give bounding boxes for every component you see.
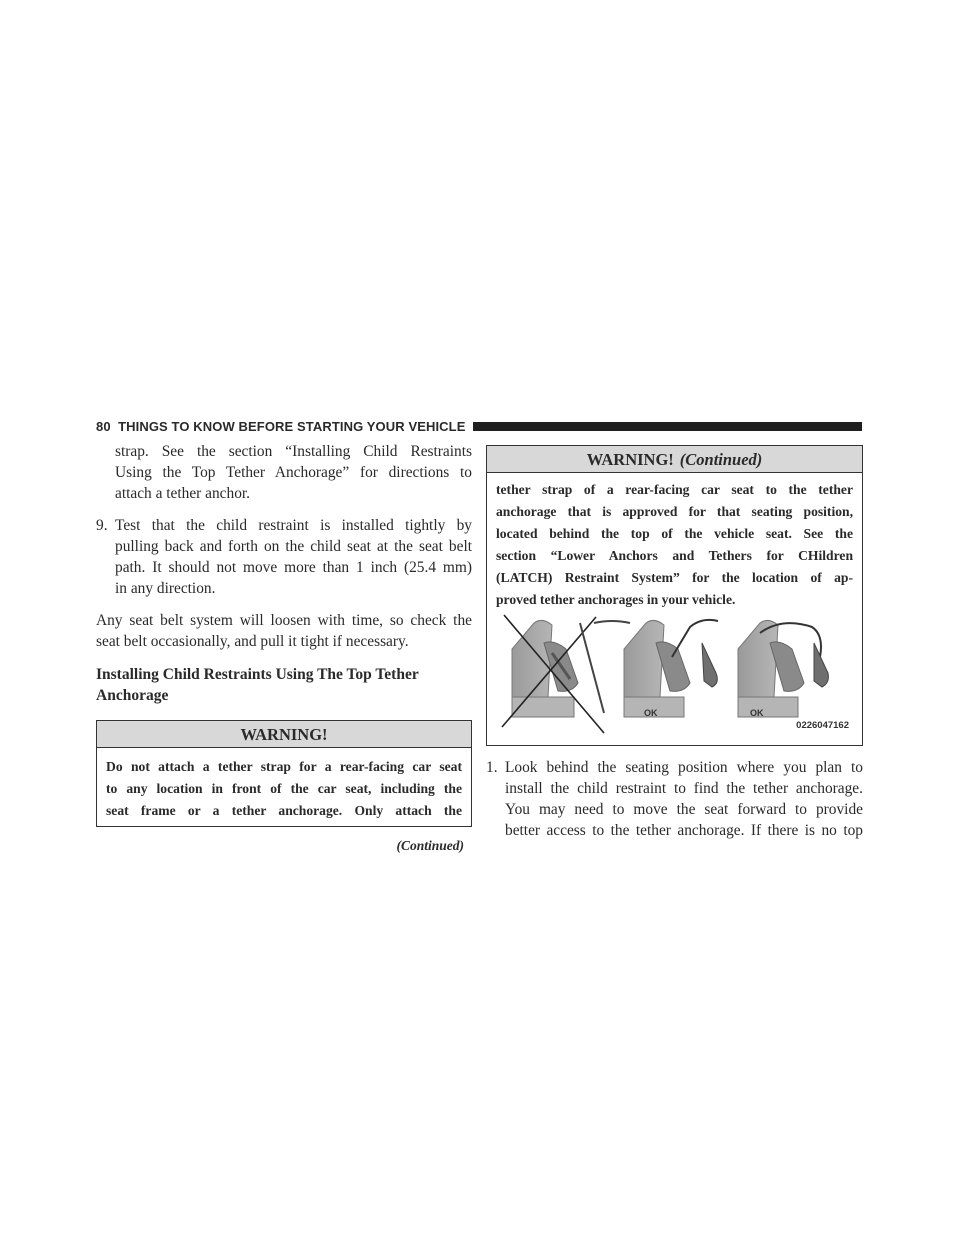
text-line: section “Lower Anchors and Tethers for CHildren	[496, 548, 853, 563]
continued-label: (Continued)	[396, 838, 464, 853]
body-paragraph	[96, 610, 472, 652]
page-number: 80	[96, 418, 111, 434]
text-line: anchorage that is approved for that seating position,	[496, 504, 853, 519]
warning-title: WARNING!	[97, 721, 471, 748]
text-line: path. It should not move more than 1 inch (25.4 mm)	[115, 559, 472, 576]
warning-body	[97, 748, 471, 826]
text-line: Do not attach a tether strap for a rear-facing car seat	[106, 759, 462, 774]
ok-label: OK	[644, 708, 658, 718]
warning-title	[487, 446, 862, 473]
warning-box-continued	[486, 445, 863, 746]
text-line: in any direction.	[115, 580, 216, 597]
text-line: attach a tether anchor.	[115, 485, 251, 502]
warning-title-suffix: (Continued)	[679, 450, 763, 469]
text-line: better access to the tether anchorage. If there is no top	[505, 822, 863, 839]
text-line: seat belt occasionally, and pull it tight if necessary.	[96, 633, 409, 650]
text-line: to any location in front of the car seat, including the	[106, 781, 462, 796]
right-column	[486, 445, 863, 841]
text-line: proved tether anchorages in your vehicle.	[496, 592, 736, 607]
warning-body	[487, 473, 862, 745]
page-header	[96, 418, 862, 434]
header-rule	[473, 422, 862, 431]
text-line: strap. See the section “Installing Child Restraints	[115, 443, 472, 460]
text-line: You may need to move the seat forward to provide	[505, 801, 863, 818]
text-line: Using the Top Tether Anchorage” for directions to	[115, 464, 472, 481]
text-line: seat frame or a tether anchorage. Only attach the	[106, 803, 462, 818]
page-header-text	[96, 419, 465, 434]
step-9	[96, 515, 472, 599]
text-line: (LATCH) Restraint System” for the location of ap-	[496, 570, 853, 585]
text-line: Any seat belt system will loosen with time, so check the	[96, 612, 472, 629]
figure-code: 0226047162	[796, 720, 849, 731]
seat-correct-1	[624, 620, 718, 717]
text-line: install the child restraint to find the tether anchorage.	[505, 780, 863, 797]
text-line: Test that the child restraint is installed tightly by	[115, 517, 472, 534]
section-subheading: Installing Child Restraints Using The Top Tether Anchorage	[96, 666, 419, 704]
tether-illustration	[492, 613, 857, 741]
text-line: located behind the top of the vehicle seat. See the	[496, 526, 853, 541]
text-line: tether strap of a rear-facing car seat to the tether	[496, 482, 853, 497]
step-1	[486, 757, 863, 841]
step-number: 9.	[96, 517, 108, 534]
section-title: THINGS TO KNOW BEFORE STARTING YOUR VEHICLE	[118, 418, 466, 434]
seat-incorrect	[502, 615, 630, 733]
warning-box	[96, 720, 472, 827]
text-line: Look behind the seating position where you plan to	[505, 759, 863, 776]
left-column	[96, 441, 472, 856]
ok-label: OK	[750, 708, 764, 718]
text-line: pulling back and forth on the child seat at the seat belt	[115, 538, 472, 555]
warning-title-text: WARNING!	[586, 450, 674, 469]
continuation-paragraph	[96, 441, 472, 504]
step-number: 1.	[486, 759, 498, 776]
